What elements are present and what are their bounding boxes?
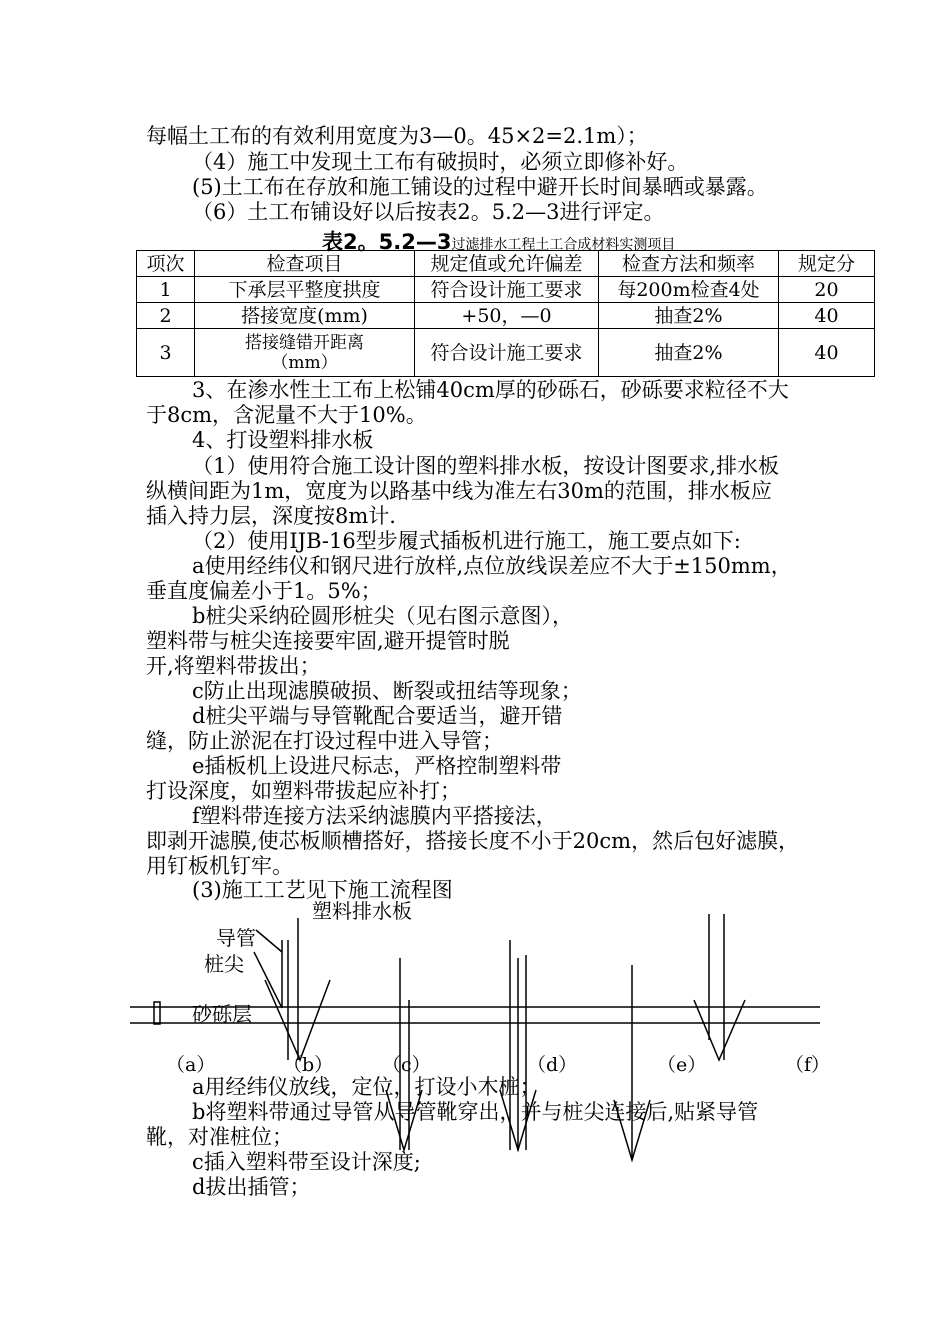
table-cell: 搭接缝错开距离（mm） [195,329,415,377]
label-drainage-board: 塑料排水板 [312,899,412,923]
wooden-stake [154,1002,160,1024]
paragraph-line: （1）使用符合施工设计图的塑料排水板，按设计图要求,排水板 [192,454,780,478]
stage-label-b: （b） [283,1054,334,1076]
table-cell: +50，—0 [415,303,599,329]
table-cell: 抽查2% [599,329,779,377]
stage-label-e: （e） [657,1054,707,1076]
table-cell: 下承层平整度拱度 [195,277,415,303]
paragraph-line: 缝，防止淤泥在打设过程中进入导管； [146,729,503,753]
paragraph-line: (3)施工工艺见下施工流程图 [192,878,453,902]
stage-b-assembly [254,918,330,1060]
paragraph-line: a使用经纬仪和钢尺进行放样,点位放线误差应不大于±150mm， [192,554,792,578]
paragraph-line: 塑料带与桩尖连接要牢固,避开提管时脱 [146,629,510,653]
table-caption-title: 过滤排水工程土工合成材料实测项目 [451,237,676,253]
paragraph-line: b桩尖采纳砼圆形桩尖（见右图示意图）， [192,604,573,628]
label-guide-pipe: 导管 [216,926,256,950]
table-cell: 搭接宽度(mm) [195,303,415,329]
paragraph-line: 于8cm，含泥量不大于10%。 [146,403,427,427]
paragraph-line: （4）施工中发现土工布有破损时，必须立即修补好。 [192,150,689,174]
label-gravel-layer: 砂砾层 [192,1002,252,1026]
table-header-cell: 规定分 [779,251,875,277]
stage-label-a: （a） [166,1054,216,1076]
paragraph-line: 开,将塑料带拔出； [146,654,321,678]
paragraph-line: c防止出现滤膜破损、断裂或扭结等现象； [192,679,582,703]
paragraph-line: b将塑料带通过导管从导管靴穿出，并与桩尖连接后,贴紧导管 [192,1100,759,1124]
paragraph-line: 纵横间距为1m，宽度为以路基中线为准左右30m的范围，排水板应 [146,479,772,503]
paragraph-line: 3、在渗水性土工布上松铺40cm厚的砂砾石，砂砾要求粒径不大 [192,378,789,402]
paragraph-line: 靴，对准桩位； [146,1125,293,1149]
paragraph-line: （2）使用IJB-16型步履式插板机进行施工，施工要点如下: [192,529,741,553]
stage-label-d: （d） [527,1054,578,1076]
table-cell: 40 [779,303,875,329]
paragraph-line: 4、打设塑料排水板 [192,428,374,452]
table-caption-number: 表2。5.2—3 [322,230,452,254]
paragraph-line: d桩尖平端与导管靴配合要适当，避开错 [192,704,563,728]
table-header-cell: 检查方法和频率 [599,251,779,277]
paragraph-line: 插入持力层，深度按8m计. [146,504,396,528]
paragraph-line: d拔出插管； [192,1175,311,1199]
table-cell: 3 [137,329,195,377]
table-cell: 抽查2% [599,303,779,329]
table-cell: 符合设计施工要求 [415,329,599,377]
table-cell: 符合设计施工要求 [415,277,599,303]
table-cell: 40 [779,329,875,377]
paragraph-line: （6）土工布铺设好以后按表2。5.2—3进行评定。 [192,200,665,224]
stage-label-c: （c） [382,1054,431,1076]
stage-label-f: （f） [785,1054,831,1076]
paragraph-line: 打设深度，如塑料带拔起应补打； [146,779,461,803]
table-cell: 2 [137,303,195,329]
paragraph-line: a用经纬仪放线，定位，打设小木桩； [192,1075,541,1099]
paragraph-line: 即剥开滤膜,使芯板顺槽搭好，搭接长度不小于20cm，然后包好滤膜， [146,829,800,853]
paragraph-line: 每幅土工布的有效利用宽度为3—0。45×2=2.1m）； [146,124,648,148]
table-cell: 每200m检查4处 [599,277,779,303]
table-header-cell: 检查项目 [195,251,415,277]
table-header-cell: 项次 [137,251,195,277]
paragraph-line: f塑料带连接方法采纳滤膜内平搭接法， [192,804,557,828]
stage-e-assembly [614,965,650,1160]
table-cell: 1 [137,277,195,303]
label-pile-tip: 桩尖 [204,952,244,976]
table-cell: 20 [779,277,875,303]
stage-f-assembly [694,914,745,1060]
paragraph-line: e插板机上设进尺标志，严格控制塑料带 [192,754,562,778]
paragraph-line: 用钉板机钉牢。 [146,854,293,878]
table-header-cell: 规定值或允许偏差 [415,251,599,277]
paragraph-line: 垂直度偏差小于1。5%； [146,579,382,603]
paragraph-line: (5)土工布在存放和施工铺设的过程中避开长时间暴晒或暴露。 [192,175,768,199]
paragraph-line: c插入塑料带至设计深度; [192,1150,421,1174]
